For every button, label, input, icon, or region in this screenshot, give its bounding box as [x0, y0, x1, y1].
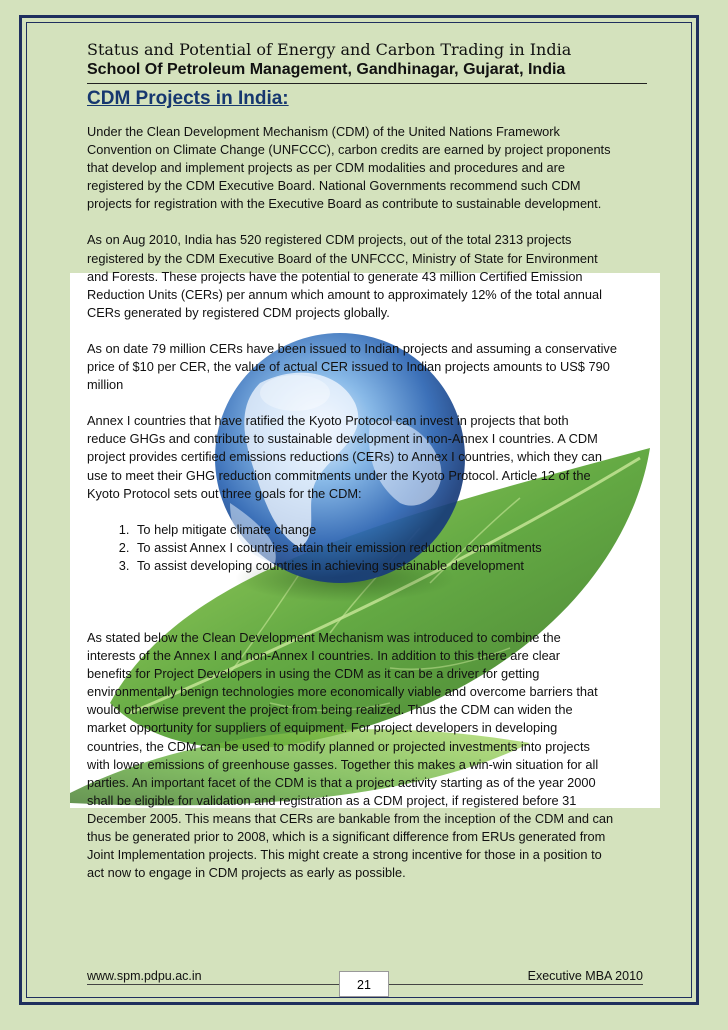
text-line: that develop and implement projects as per CDM modalities and procedures and are: [87, 160, 566, 176]
section-title: CDM Projects in India:: [87, 88, 289, 109]
text-line: As on date 79 million CERs have been issued to Indian projects and assuming a conservative: [87, 340, 617, 356]
text-line: project provides certified emissions reductions (CERs) to Annex I countries, which they can: [87, 449, 602, 465]
text-line: thus be generated prior to 2008, which is a significant difference from ERUs generated from: [87, 829, 606, 844]
text-line: registered by the CDM Executive Board. National Governments recommend such CDM: [87, 178, 581, 194]
text-line: December 2005. This means that CERs are bankable from the inception of the CDM and can: [87, 810, 614, 826]
text-line: act now to engage in CDM projects as early as possible.: [87, 865, 406, 881]
text-line: registered by the CDM Executive Board of the UNFCCC, Ministry of State for Environment: [87, 250, 598, 266]
footer-website: www.spm.pdpu.ac.in: [87, 969, 202, 983]
cdm-goals-list: [87, 521, 647, 575]
text-line: As stated below the Clean Development Mechanism was introduced to combine the: [87, 629, 561, 645]
text-line: market opportunity for suppliers of equipment. For project developers in developing: [87, 720, 558, 736]
text-line: Reduction Units (CERs) per annum which amount to approximately 12% of the total annual: [87, 286, 602, 302]
paragraph-cers-issued: [87, 340, 647, 394]
text-line: parties. An important facet of the CDM is that a project activity starting as of the year 2000: [87, 774, 596, 790]
text-line: interests of the Annex I and non-Annex I countries. In addition to this there are clear: [87, 648, 561, 664]
text-line: use to meet their GHG reduction commitments under the Kyoto Protocol. Article 12 of the: [87, 467, 591, 483]
text-line: and Forests. These projects have the potential to generate 43 million Certified Emission: [87, 268, 583, 284]
header-rule: [87, 83, 647, 84]
list-item: 3. To assist developing countries in achieving sustainable development: [133, 557, 647, 575]
text-line: countries, the CDM can be used to modify planned or projected investments into projects: [87, 738, 590, 754]
text-line: reduce GHGs and contribute to sustainable development in non-Annex I countries. A CDM: [87, 431, 598, 447]
list-item: 1. To help mitigate climate change: [133, 521, 647, 539]
page-number: 21: [339, 971, 389, 997]
text-line: with lower emissions of greenhouse gasses. Together this makes a win-win situation for all: [87, 756, 599, 772]
text-line: benefits for Project Developers in using the CDM as it can be a driver for getting: [87, 666, 540, 682]
text-line: would otherwise prevent the project from being realized. Thus the CDM can widen the: [87, 702, 573, 718]
paragraph-annex-countries: [87, 412, 647, 502]
footer-program: Executive MBA 2010: [527, 969, 643, 983]
text-line: price of $10 per CER, the value of actual CER issued to Indian projects amounts to US$ 790: [87, 359, 610, 375]
list-item: 2. To assist Annex I countries attain their emission reduction commitments: [133, 539, 647, 557]
page-content: [87, 40, 647, 900]
text-line: Convention on Climate Change (UNFCCC), carbon credits are earned by project proponents: [87, 142, 611, 158]
text-line: environmentally benign technologies more economically viable and overcome barriers that: [87, 684, 598, 700]
paragraph-cdm-intro: [87, 123, 647, 213]
header-institution: School Of Petroleum Management, Gandhinagar, Gujarat, India: [87, 61, 566, 78]
text-line: CERs generated by registered CDM projects globally.: [87, 304, 390, 320]
text-line: Joint Implementation projects. This might create a strong incentive for those in a position to: [87, 847, 602, 863]
paragraph-cdm-benefits: [87, 629, 647, 882]
paragraph-registered-projects: [87, 231, 647, 321]
text-line: shall be eligible for validation and registration as a CDM project, if registered before 31: [87, 792, 577, 808]
text-line: projects for registration with the Executive Board as contribute to sustainable development.: [87, 196, 602, 212]
text-line: Under the Clean Development Mechanism (CDM) of the United Nations Framework: [87, 124, 560, 139]
header-document-title: Status and Potential of Energy and Carbon Trading in India: [87, 40, 572, 59]
text-line: As on Aug 2010, India has 520 registered CDM projects, out of the total 2313 projects: [87, 232, 572, 248]
text-line: million: [87, 377, 124, 393]
text-line: Kyoto Protocol sets out three goals for the CDM:: [87, 485, 362, 501]
spacer: [87, 593, 647, 629]
text-line: Annex I countries that have ratified the Kyoto Protocol can invest in projects that both: [87, 413, 569, 429]
